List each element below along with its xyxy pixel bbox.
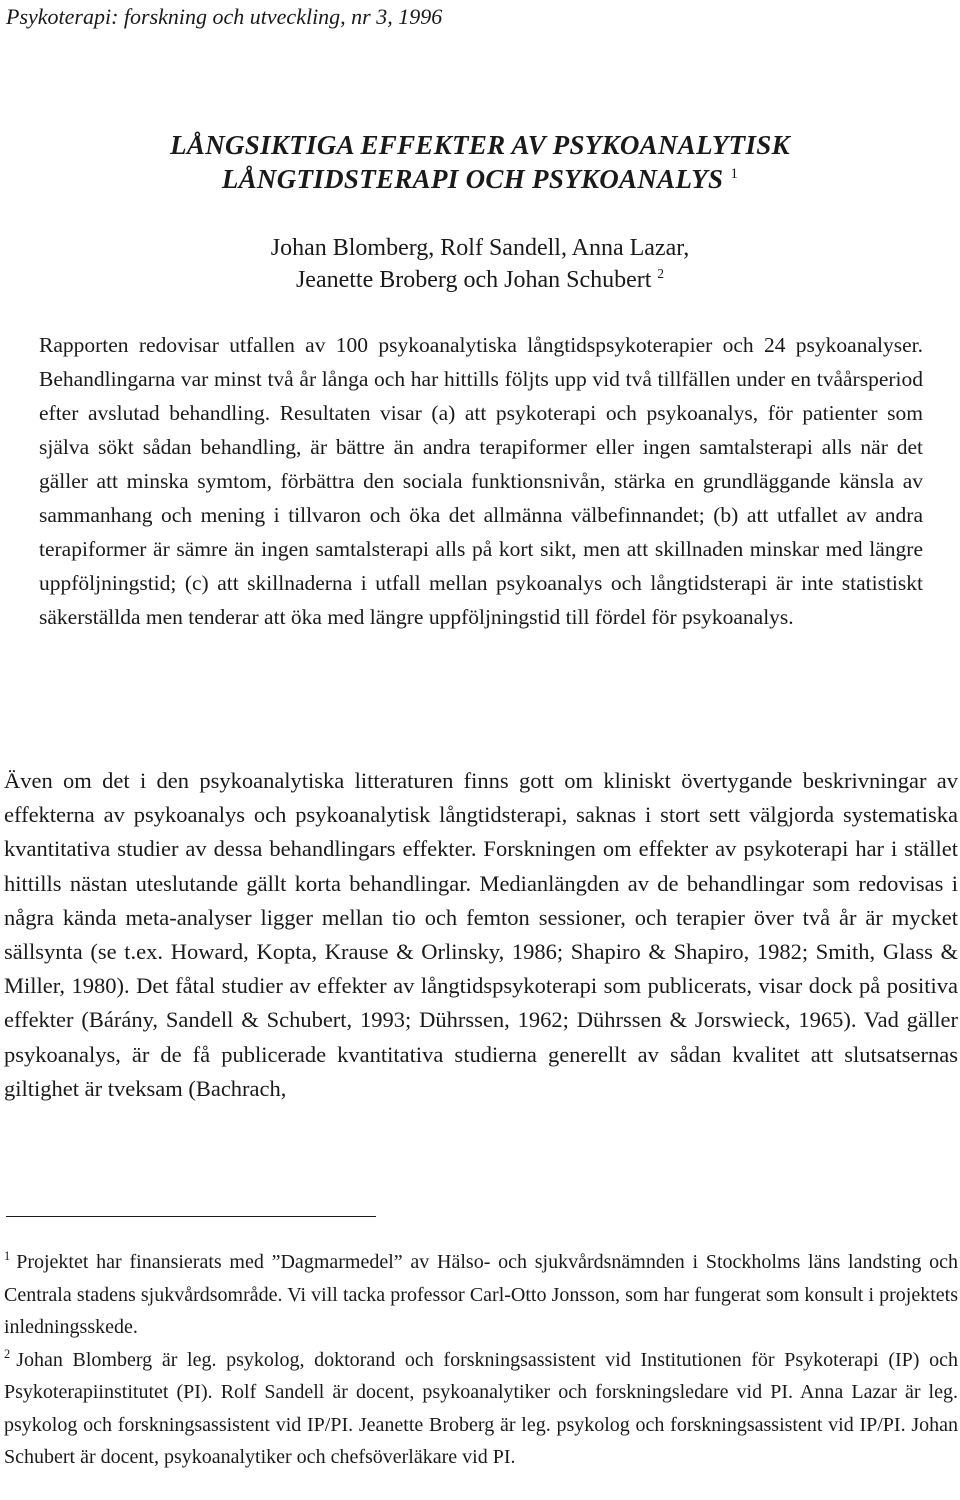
footnote-1-text: Projektet har finansierats med ”Dagmarmedel” av Hälso- och sjukvårdsnämnden i Stockholms läns landsting och Centrala stadens sjukvårdsområde. Vi vill tacka professor Carl-Otto Jonsson, som har fungerat som konsult i projektets inledningsskede.	[4, 1251, 958, 1338]
abstract: Rapporten redovisar utfallen av 100 psykoanalytiska långtidspsykoterapier och 24 psykoanalyser. Behandlingarna var minst två år långa och har hittills följts upp vid två tillfällen under en tvåårsperiod efter avslutad behandling. Resultaten visar (a) att psykoterapi och psykoanalys, för patienter som själva sökt sådan behandling, är bättre än andra terapiformer eller ingen samtalsterapi alls när det gäller att minska symtom, förbättra den sociala funktionsnivån, stärka en grundläggande känsla av sammanhang och mening i tillvaron och öka det allmänna välbefinnandet; (b) att utfallet av andra terapiformer är sämre än ingen samtalsterapi alls på kort sikt, men att skillnaden minskar med längre uppföljningstid; (c) att skillnaderna i utfall mellan psykoanalys och långtidsterapi är inte statistiskt säkerställda men tenderar att öka med längre uppföljningstid till fördel för psykoanalys.	[39, 333, 923, 629]
title-line-2	[0, 162, 960, 196]
authors-line-2-text: Jeanette Broberg och Johan Schubert	[295, 267, 652, 293]
body-paragraph: Även om det i den psykoanalytiska litteraturen finns gott om kliniskt övertygande beskrivningar av effekterna av psykoanalys och psykoanalytisk långtidsterapi, saknas i stort sett välgjorda systematiska kvantitativa studier av dessa behandlingars effekter. Forskningen om effekter av psykoterapi har i stället hittills nästan uteslutande gällt korta behandlingar. Medianlängden av de behandlingar som redovisas i några kända meta-analyser ligger mellan tio och femton sessioner, och terapier över två år är mycket sällsynta (se t.ex. Howard, Kopta, Krause & Orlinsky, 1986; Shapiro & Shapiro, 1982; Smith, Glass & Miller, 1980). Det fåtal studier av effekter av långtidspsykoterapi som publicerats, visar dock på positiva effekter (Bárány, Sandell & Schubert, 1993; Dührssen, 1962; Dührssen & Jorswieck, 1965). Vad gäller psykoanalys, är de få publicerade kvantitativa studierna generellt av sådan kvalitet att slutsatsernas giltighet är tveksam (Bachrach,	[4, 768, 958, 1101]
footnote-separator	[6, 1216, 376, 1217]
title-footnote-ref: 1	[730, 166, 739, 182]
title-line-1: LÅNGSIKTIGA EFFEKTER AV PSYKOANALYTISK	[170, 130, 790, 160]
footnote-1	[4, 1246, 958, 1344]
article-title	[0, 128, 960, 196]
author-list	[0, 232, 960, 296]
authors-line-1: Johan Blomberg, Rolf Sandell, Anna Lazar,	[270, 235, 690, 261]
running-header: Psykoterapi: forskning och utveckling, nr 3, 1996	[6, 4, 443, 29]
title-line-2-text: LÅNGTIDSTERAPI OCH PSYKOANALYS	[221, 164, 724, 194]
footnotes	[4, 1246, 958, 1474]
footnote-1-number: 1	[4, 1249, 11, 1264]
footnote-2	[4, 1344, 958, 1474]
authors-line-2	[0, 264, 960, 296]
footnote-2-text: Johan Blomberg är leg. psykolog, doktorand och forskningsassistent vid Institutionen för Psykoterapi (IP) och Psykoterapiinstitutet (PI). Rolf Sandell är docent, psykoanalytiker och forskningsledare vid PI. Anna Lazar är leg. psykolog och forskningsassistent vid IP/PI. Jeanette Broberg är leg. psykolog och forskningsassistent vid IP/PI. Johan Schubert är docent, psykoanalytiker och chefsöverläkare vid PI.	[4, 1348, 958, 1468]
footnote-2-number: 2	[4, 1346, 11, 1361]
authors-footnote-ref: 2	[657, 266, 665, 281]
